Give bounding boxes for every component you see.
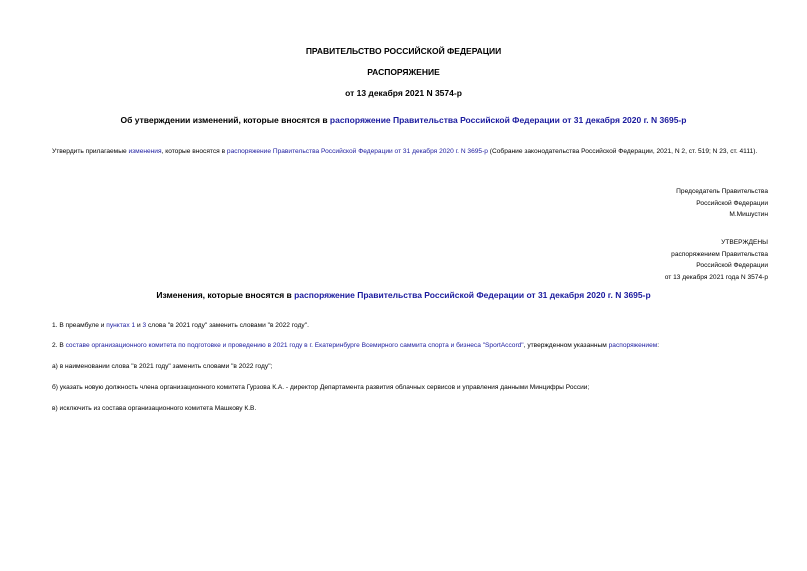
approved-line-2: распоряжением Правительства bbox=[671, 250, 768, 258]
item-2-link-order[interactable]: распоряжением bbox=[608, 342, 658, 349]
signature-block bbox=[676, 186, 768, 221]
changes-title-prefix: Изменения, которые вносятся в bbox=[156, 290, 295, 300]
item-1-text-b: и bbox=[135, 322, 143, 329]
org-name: ПРАВИТЕЛЬСТВО РОССИЙСКОЙ ФЕДЕРАЦИИ bbox=[305, 46, 502, 56]
item-1-text-a: 1. В преамбуле и bbox=[52, 322, 107, 329]
doc-title-link[interactable]: распоряжение Правительства Российской Федерации от 31 декабря 2020 г. N 3695-р bbox=[329, 115, 687, 125]
intro-link-order[interactable]: распоряжение Правительства Российской Федерации от 31 декабря 2020 г. N 3695-р bbox=[226, 148, 488, 155]
signature-line-2: Российской Федерации bbox=[696, 199, 768, 207]
item-2-link-committee[interactable]: составе организационного комитета по подготовке и проведению в 2021 году в г. Екатеринбурге Всемирного саммита спорта и бизнеса "SportAccord" bbox=[65, 342, 524, 349]
item-2-text-b: , утвержденном указанным bbox=[523, 342, 609, 349]
doc-title bbox=[0, 115, 807, 126]
approved-line-4: от 13 декабря 2021 года N 3574-р bbox=[664, 273, 768, 281]
doc-date-number: от 13 декабря 2021 N 3574-р bbox=[345, 88, 462, 98]
changes-title-link[interactable]: распоряжение Правительства Российской Федерации от 31 декабря 2020 г. N 3695-р bbox=[294, 290, 651, 300]
doc-type: РАСПОРЯЖЕНИЕ bbox=[367, 67, 440, 77]
intro-text-2: , которые вносятся в bbox=[161, 148, 227, 155]
item-1-text-c: слова "в 2021 году" заменить словами "в 2022 году". bbox=[146, 322, 309, 329]
approved-line-1: УТВЕРЖДЕНЫ bbox=[721, 239, 768, 246]
item-a: а) в наименовании слова "в 2021 году" заменить словами "в 2022 году"; bbox=[52, 363, 273, 370]
item-2-text-c: : bbox=[657, 342, 660, 349]
item-c: в) исключить из состава организационного комитета Машкову К.В. bbox=[52, 405, 257, 412]
item-2 bbox=[52, 340, 659, 351]
item-b: б) указать новую должность члена организационного комитета Гурзова К.А. - директор Департамента развития облачных сервисов и управления данными Минцифры России; bbox=[52, 384, 590, 391]
intro-text-1: Утвердить прилагаемые bbox=[52, 148, 129, 155]
approved-line-3: Российской Федерации bbox=[696, 262, 768, 269]
signature-line-1: Председатель Правительства bbox=[676, 188, 768, 195]
intro-link-changes[interactable]: изменения bbox=[128, 148, 162, 155]
intro-text-3: (Собрание законодательства Российской Федерации, 2021, N 2, ст. 519; N 23, ст. 4111). bbox=[487, 148, 758, 155]
item-1-link-points[interactable]: пунктах 1 bbox=[106, 322, 136, 329]
intro-paragraph bbox=[40, 146, 768, 157]
changes-title bbox=[0, 290, 807, 301]
signature-line-3: М.Мишустин bbox=[729, 211, 768, 218]
item-2-text-a: 2. В bbox=[52, 342, 66, 349]
item-1-link-3[interactable]: 3 bbox=[142, 322, 147, 329]
approved-block bbox=[665, 237, 768, 283]
item-1 bbox=[52, 320, 309, 331]
doc-title-prefix: Об утверждении изменений, которые вносятся в bbox=[120, 115, 330, 125]
